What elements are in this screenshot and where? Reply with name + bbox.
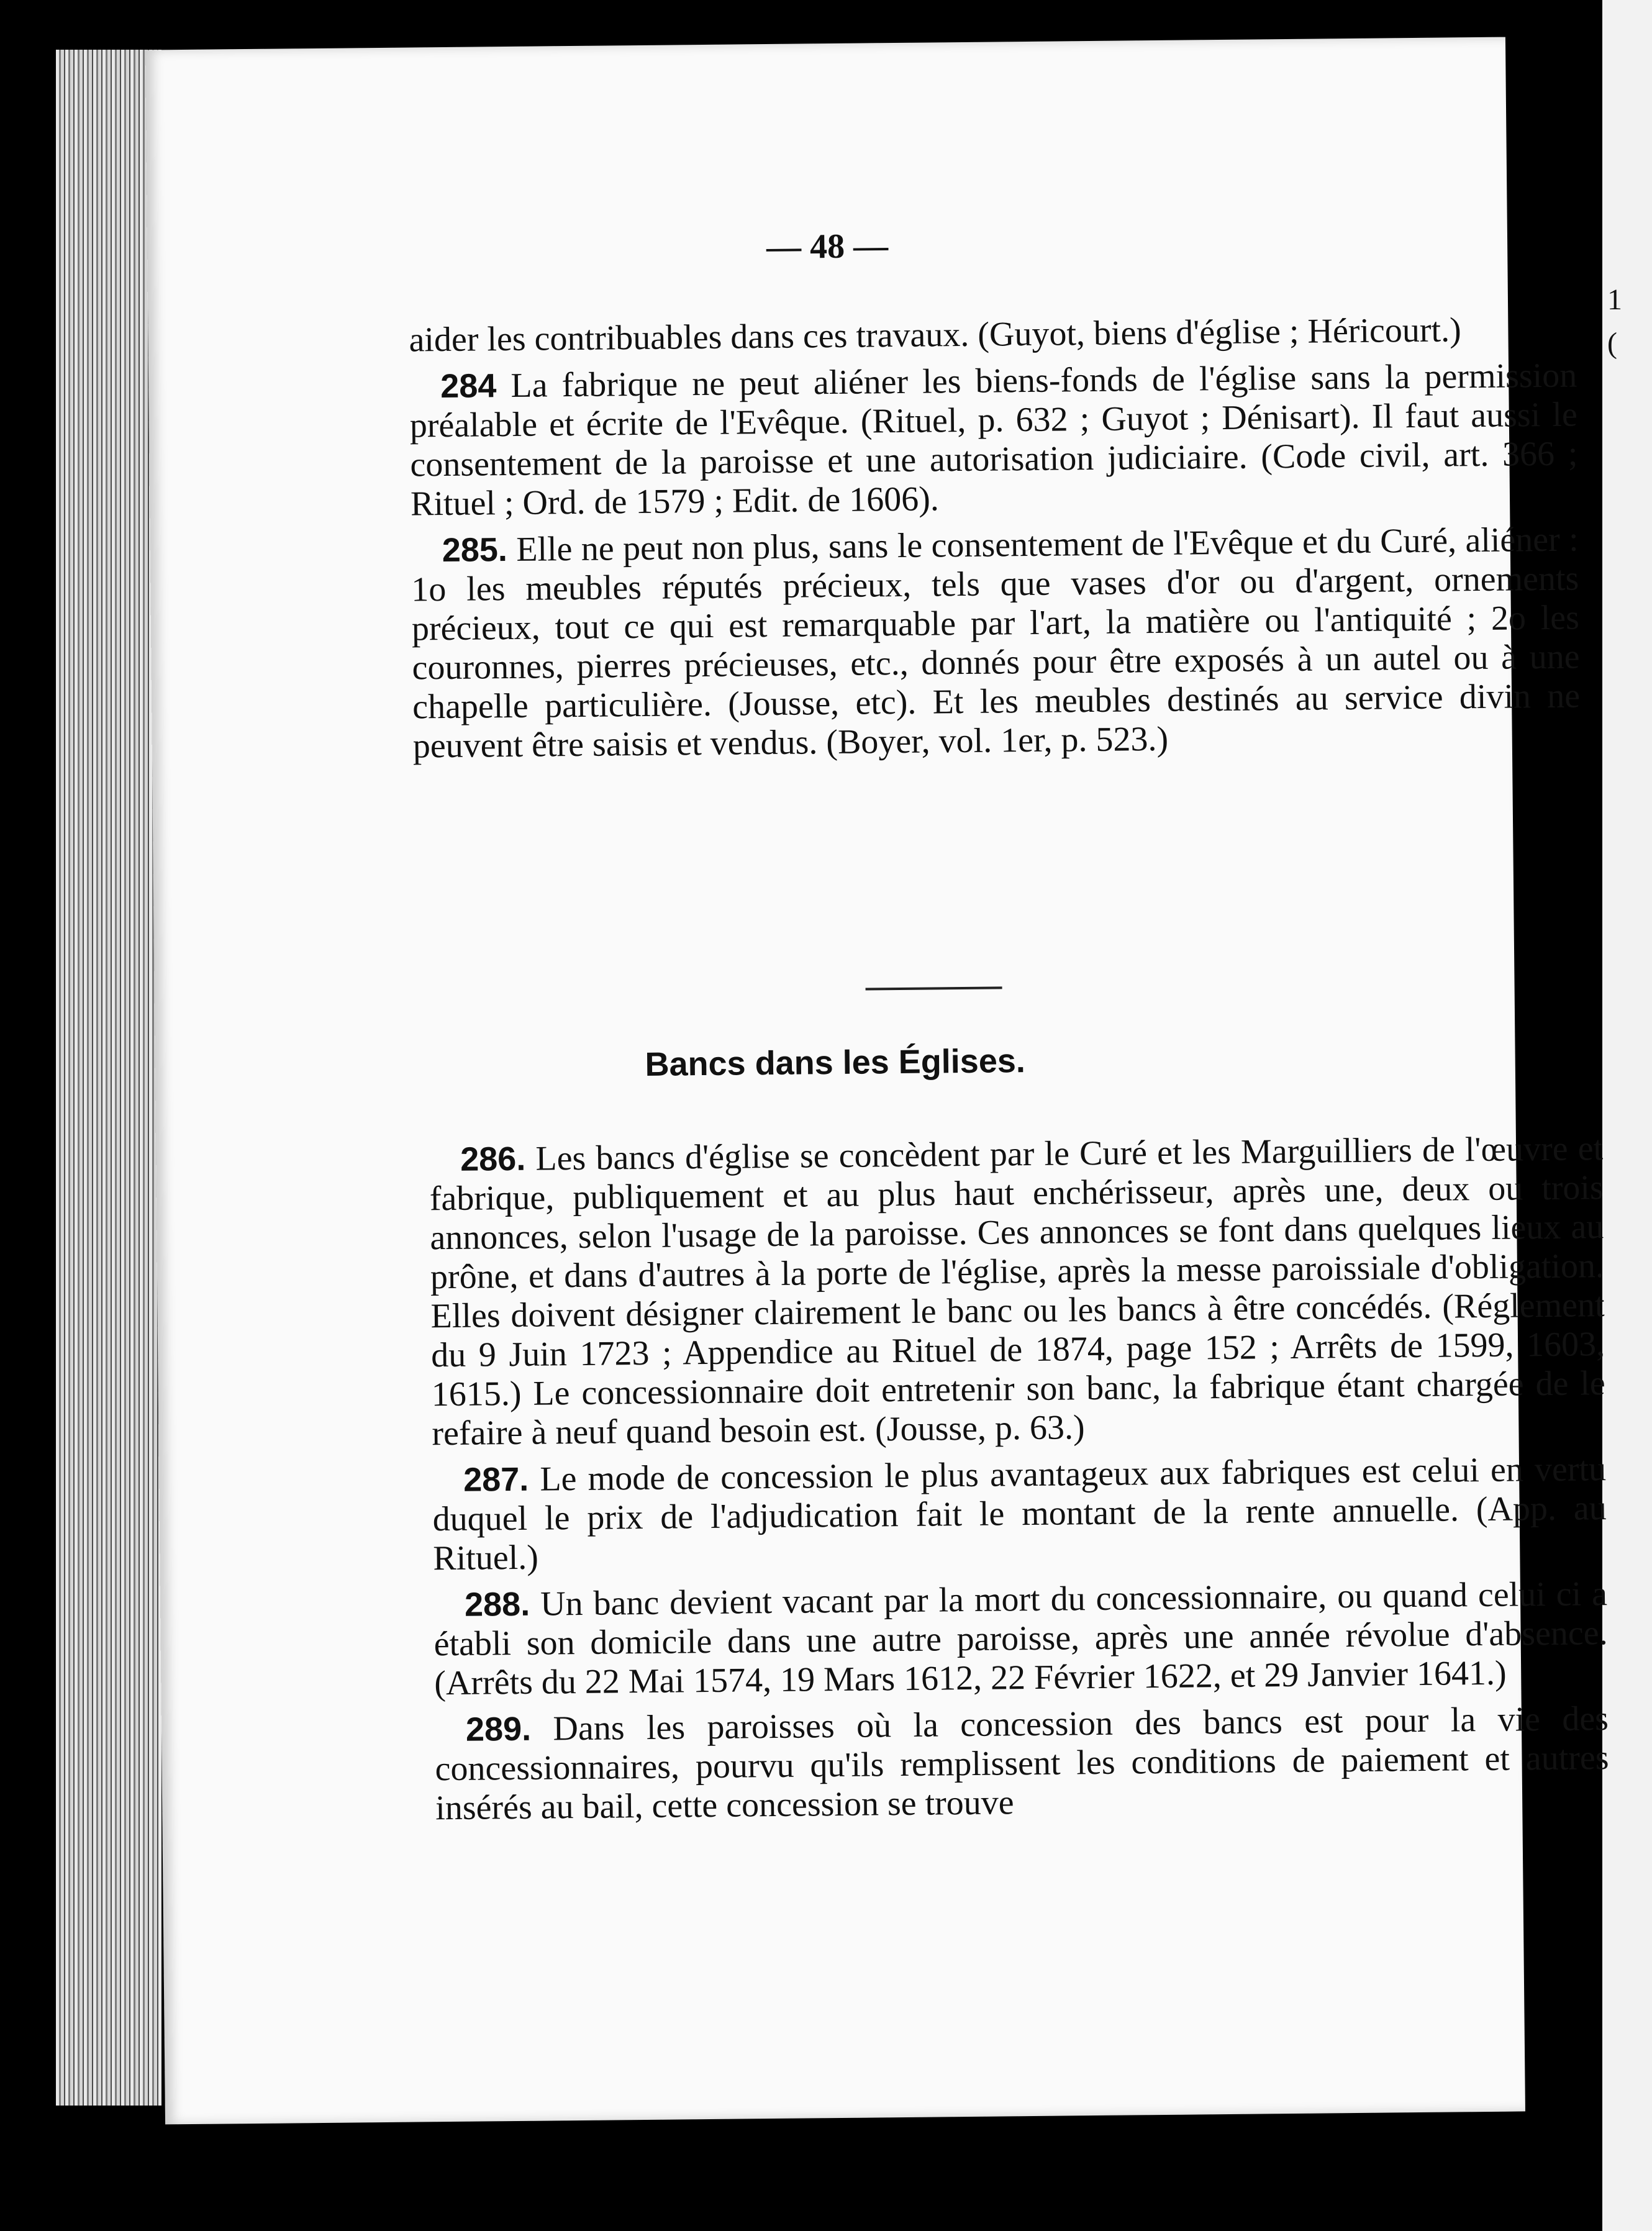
page-number: — 48 — <box>766 227 889 267</box>
paragraph-number: 284 <box>440 367 497 406</box>
paragraph-text: Un banc devient vacant par la mort du concessionnaire, ou quand celui ci a établi son domicile dans une autre paroisse, après une année révolue d'absence. (Arrêts du 22 Mai 1574, 19 Mars 1612, 22 Février 1622, et 29 Janvier 1641.) <box>433 1574 1608 1703</box>
paragraph-284 <box>409 356 1578 524</box>
paragraph-289 <box>435 1699 1610 1828</box>
paragraph-number: 289. <box>465 1710 532 1748</box>
paragraph-286 <box>429 1129 1606 1453</box>
section-heading: Bancs dans les Églises. <box>645 1042 1026 1083</box>
section-divider <box>866 986 1002 990</box>
paragraph-text: La fabrique ne peut aliéner les biens-fonds de l'église sans la permission préalable et écrite de l'Evêque. (Rituel, p. 632 ; Guyot ; Dénisart). Il faut aussi le consentement de la paroisse et une autorisation judiciaire. (Code civil, art. 366 ; Rituel ; Ord. de 1579 ; Edit. de 1606). <box>409 356 1578 524</box>
paragraph-number: 287. <box>463 1460 529 1499</box>
paragraph-text: Dans les paroisses où la concession des bancs est pour la vie des concessionnaires, pourvu qu'ils remplissent les conditions de paiement et autres insérés au bail, cette concession se trouve <box>435 1699 1609 1828</box>
text-block-top <box>409 309 1581 773</box>
paragraph-number: 286. <box>460 1140 526 1178</box>
paragraph-287 <box>432 1450 1607 1578</box>
page-stack-edge <box>56 50 161 2106</box>
paragraph-text: Le mode de concession le plus avantageux aux fabriques est celui en vertu duquel le prix de l'adjudication fait le montant de la rente annuelle. (App. au Rituel.) <box>432 1450 1607 1578</box>
paragraph-number: 285. <box>442 531 508 570</box>
margin-fragment: ( <box>1607 327 1617 360</box>
book-page <box>145 37 1609 2125</box>
paragraph-285 <box>411 520 1581 766</box>
paragraph-continuation: aider les contribuables dans ces travaux. (Guyot, biens d'église ; Héricourt.) <box>409 311 1461 360</box>
margin-fragment: 1 <box>1607 283 1622 316</box>
paragraph-288 <box>433 1574 1609 1703</box>
text-block-bottom <box>429 1129 1610 1835</box>
paragraph-number: 288. <box>464 1585 530 1624</box>
adjacent-page-edge <box>1602 0 1652 2231</box>
paragraph-text: Les bancs d'église se concèdent par le Curé et les Marguilliers de l'œuvre et fabrique, publiquement et au plus haut enchérisseur, après une, deux ou trois annonces, selon l'usage de la paroisse. Ces annonces se font dans quelques lieux au prône, et dans d'autres à la porte de l'église, après la messe paroissiale d'obligation. Elles doivent désigner clairement le banc ou les bancs à être concédés. (Réglement du 9 Juin 1723 ; Appendice au Rituel de 1874, page 152 ; Arrêts de 1599, 1603, 1615.) Le concessionnaire doit entretenir son banc, la fabrique étant chargée de le refaire à neuf quand besoin est. (Jousse, p. 63.) <box>429 1129 1606 1453</box>
paragraph-text: Elle ne peut non plus, sans le consentement de l'Evêque et du Curé, aliéner : 1o les meubles réputés précieux, tels que vases d'or ou d'argent, ornements précieux, tout ce qui est remarquable par l'art, la matière ou l'antiquité ; 2o les couronnes, pierres précieuses, etc., donnés pour être exposés à un autel ou à une chapelle particulière. (Jousse, etc). Et les meubles destinés au service divin ne peuvent être saisis et vendus. (Boyer, vol. 1er, p. 523.) <box>411 520 1581 766</box>
